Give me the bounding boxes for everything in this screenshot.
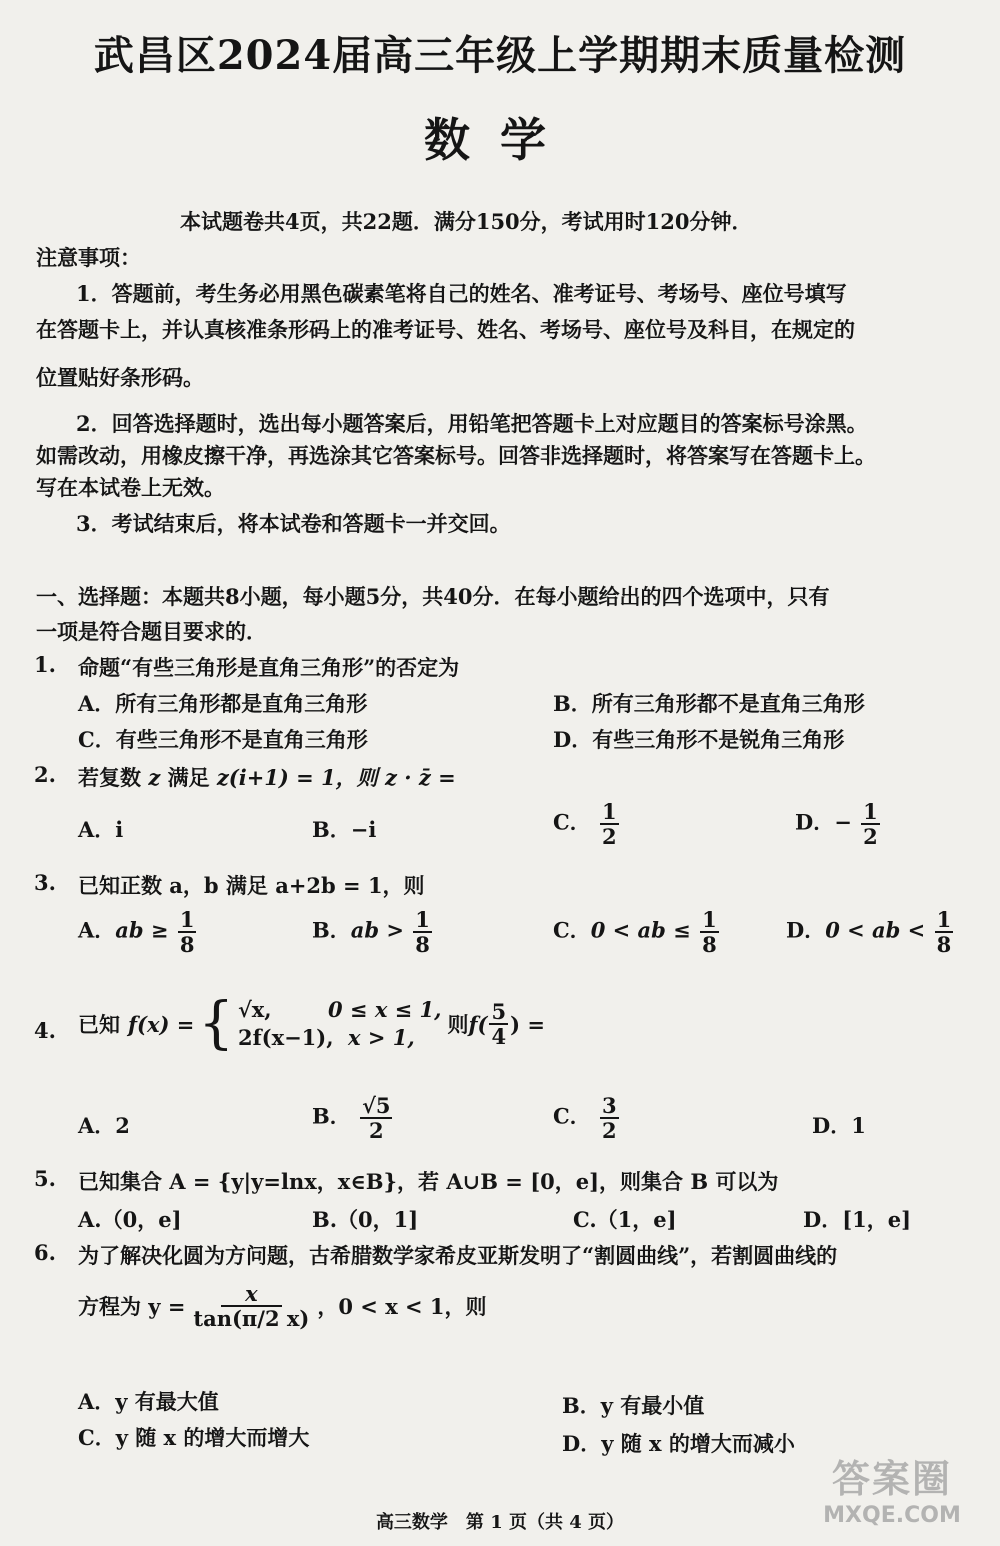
exam-title: 武昌区2024届高三年级上学期期末质量检测 — [93, 32, 907, 79]
q4-option-b-fraction — [360, 1094, 392, 1142]
q3-option-d-fraction — [935, 908, 954, 956]
q3-option-a-fraction — [178, 908, 197, 956]
q4-option-c-fraction — [600, 1094, 619, 1142]
q4-brace: { — [198, 991, 234, 1057]
q2-stem-product: z · z̄ = — [385, 765, 456, 790]
q2-option-c-denominator: 2 — [602, 824, 617, 850]
q5-stem: 已知集合 A = {y|y=lnx，x∈B}，若 A∪B = [0，e]，则集合 B 可以为 — [78, 1169, 779, 1194]
watermark-bottom: MXQE.COM — [823, 1503, 961, 1528]
q4-option-b-numerator: √5 — [362, 1093, 391, 1118]
note-2a: 2．回答选择题时，选出每小题答案后，用铅笔把答题卡上对应题目的答案标号涂黑。 — [76, 411, 868, 436]
q4-case-2 — [238, 1024, 442, 1052]
q2-option-c-label: C． — [553, 809, 591, 835]
q4-case-2-cond: x > 1, — [347, 1025, 415, 1051]
q3-option-a — [78, 908, 198, 956]
section-heading-line1: 一、选择题：本题共8小题，每小题5分，共40分．在每小题给出的四个选项中，只有 — [36, 584, 830, 609]
q2-option-c-fraction — [600, 800, 619, 848]
q3-option-d-numerator: 1 — [936, 907, 952, 932]
watermark-logo — [802, 1448, 982, 1538]
q4-option-c-label: C． — [553, 1103, 591, 1129]
q3-option-b-label: B． — [312, 917, 351, 943]
q2-stem-b: 满足 — [167, 765, 210, 790]
section-heading-line2: 一项是符合题目要求的． — [36, 619, 267, 644]
q4-case-1 — [238, 996, 442, 1024]
q5-option-b: B.（0，1] — [312, 1207, 419, 1232]
q5-option-d: D．[1，e] — [803, 1207, 912, 1232]
q4-tail: ) = — [510, 1011, 545, 1037]
q4-option-a: A．2 — [78, 1113, 130, 1138]
q5-option-c: C.（1，e] — [573, 1207, 677, 1232]
q2-option-b: B．−i — [312, 817, 377, 842]
q2-number: 2. — [34, 762, 56, 787]
note-3: 3．考试结束后，将本试卷和答题卡一并交回。 — [76, 511, 511, 536]
q4-stem-a: 已知 — [78, 1012, 120, 1038]
q3-option-c-denominator: 8 — [702, 932, 717, 958]
q4-case-2-expr: 2f(x−1), — [237, 1025, 334, 1051]
q2-stem-var: z — [148, 765, 161, 790]
q6-equation — [78, 1282, 487, 1330]
q3-option-a-expr: ab ≥ — [115, 917, 169, 943]
q4-arg-numerator: 5 — [491, 999, 507, 1025]
q3-number: 3. — [34, 870, 56, 895]
q3-option-a-numerator: 1 — [179, 907, 195, 932]
q1-option-b: B．所有三角形都不是直角三角形 — [553, 691, 865, 716]
q4-case-1-cond: 0 ≤ x ≤ 1, — [327, 997, 442, 1022]
q3-option-b-denominator: 8 — [415, 932, 430, 958]
q1-option-d: D．有些三角形不是锐角三角形 — [553, 727, 845, 752]
q1-number: 1. — [34, 652, 56, 677]
note-1a: 1．答题前，考生务必用黑色碳素笔将自己的姓名、准考证号、考场号、座位号填写 — [76, 281, 847, 306]
note-2c: 写在本试卷上无效。 — [36, 475, 225, 500]
q3-option-c-fraction — [700, 908, 719, 956]
q1-option-c: C．有些三角形不是直角三角形 — [78, 727, 368, 752]
page-footer: 高三数学 第 1 页（共 4 页） — [375, 1512, 625, 1533]
q2-option-d-fraction — [861, 800, 880, 848]
q4-stem — [78, 991, 545, 1057]
note-1c: 位置贴好条形码。 — [36, 365, 204, 390]
q2-stem — [78, 762, 456, 792]
q4-cases — [238, 996, 442, 1053]
q4-piecewise — [78, 991, 545, 1057]
q2-option-c-numerator: 1 — [602, 799, 617, 824]
q5-option-a: A.（0，e] — [78, 1207, 182, 1232]
q1-stem: 命题“有些三角形是直角三角形”的否定为 — [78, 655, 460, 680]
q4-option-b-denominator: 2 — [368, 1118, 384, 1144]
q4-arg-denominator: 4 — [491, 1024, 507, 1050]
q3-option-d-expr: 0 < ab < — [825, 917, 926, 943]
q4-f-label: f( — [468, 1011, 488, 1037]
q6-stem-line1: 为了解决化圆为方问题，古希腊数学家希皮亚斯发明了“割圆曲线”，若割圆曲线的 — [78, 1243, 838, 1268]
q3-stem: 已知正数 a，b 满足 a+2b = 1，则 — [78, 873, 425, 898]
q4-option-d: D．1 — [812, 1113, 866, 1138]
q3-option-b — [312, 908, 434, 956]
q6-stem-line2 — [78, 1282, 487, 1330]
q6-stem2a: 方程为 y = — [78, 1294, 186, 1320]
q3-option-a-denominator: 8 — [179, 932, 195, 958]
q3-option-c-numerator: 1 — [702, 907, 717, 932]
q4-option-b — [312, 1094, 394, 1142]
watermark-top: 答案圈 — [831, 1457, 952, 1501]
q3-option-b-expr: ab > — [350, 917, 404, 943]
q2-option-d-denominator: 2 — [863, 824, 878, 850]
notes-heading: 注意事项： — [36, 245, 141, 270]
q3-option-d — [786, 908, 955, 956]
q4-option-c — [553, 1094, 621, 1142]
q2-option-d — [795, 800, 882, 848]
q2-option-a: A．i — [78, 817, 124, 842]
q4-number: 4. — [34, 1018, 56, 1043]
q2-option-d-numerator: 1 — [863, 799, 878, 824]
q4-function-name: f(x) = — [128, 1011, 195, 1037]
q5-number: 5. — [34, 1166, 56, 1191]
q4-option-b-label: B． — [312, 1103, 351, 1129]
q6-option-b: B．y 有最小值 — [562, 1393, 705, 1418]
exam-info: 本试题卷共4页，共22题．满分150分，考试用时120分钟． — [180, 209, 753, 234]
q2-option-d-label: D．− — [795, 809, 852, 835]
q4-option-c-numerator: 3 — [602, 1093, 617, 1118]
q1-option-a: A．所有三角形都是直角三角形 — [78, 691, 368, 716]
q3-option-c — [553, 908, 721, 956]
q4-option-c-denominator: 2 — [602, 1118, 617, 1144]
q2-option-c — [553, 800, 621, 848]
q6-numerator: x — [221, 1282, 282, 1307]
q4-argument-fraction — [489, 1000, 508, 1048]
note-1b: 在答题卡上，并认真核准条形码上的准考证号、姓名、考场号、座位号及科目，在规定的 — [36, 317, 855, 342]
q3-option-d-label: D． — [786, 917, 826, 943]
note-2b: 如需改动，用橡皮擦干净，再选涂其它答案标号。回答非选择题时，将答案写在答题卡上。 — [36, 443, 876, 468]
q6-fraction — [191, 1282, 311, 1330]
q6-option-c: C．y 随 x 的增大而增大 — [78, 1425, 310, 1450]
q6-stem2b: ，0 < x < 1，则 — [317, 1294, 487, 1320]
q2-stem-equation: z(i+1) = 1，则 — [216, 765, 378, 790]
subject-title: 数学 — [424, 113, 576, 167]
q2-stem-a: 若复数 — [78, 765, 141, 790]
q4-case-1-expr: √x, — [237, 997, 272, 1022]
q3-option-c-label: C． — [553, 917, 591, 943]
q3-option-b-fraction — [413, 908, 432, 956]
q6-option-a: A．y 有最大值 — [78, 1389, 219, 1414]
q3-option-b-numerator: 1 — [415, 907, 430, 932]
q6-option-d: D．y 随 x 的增大而减小 — [562, 1431, 795, 1456]
q3-option-d-denominator: 8 — [936, 932, 952, 958]
q3-option-c-expr: 0 < ab ≤ — [590, 917, 691, 943]
q6-denominator: tan(π/2 x) — [193, 1306, 310, 1332]
q4-stem-b: 则 — [447, 1012, 469, 1038]
q3-option-a-label: A． — [78, 917, 116, 943]
q6-number: 6. — [34, 1240, 56, 1265]
